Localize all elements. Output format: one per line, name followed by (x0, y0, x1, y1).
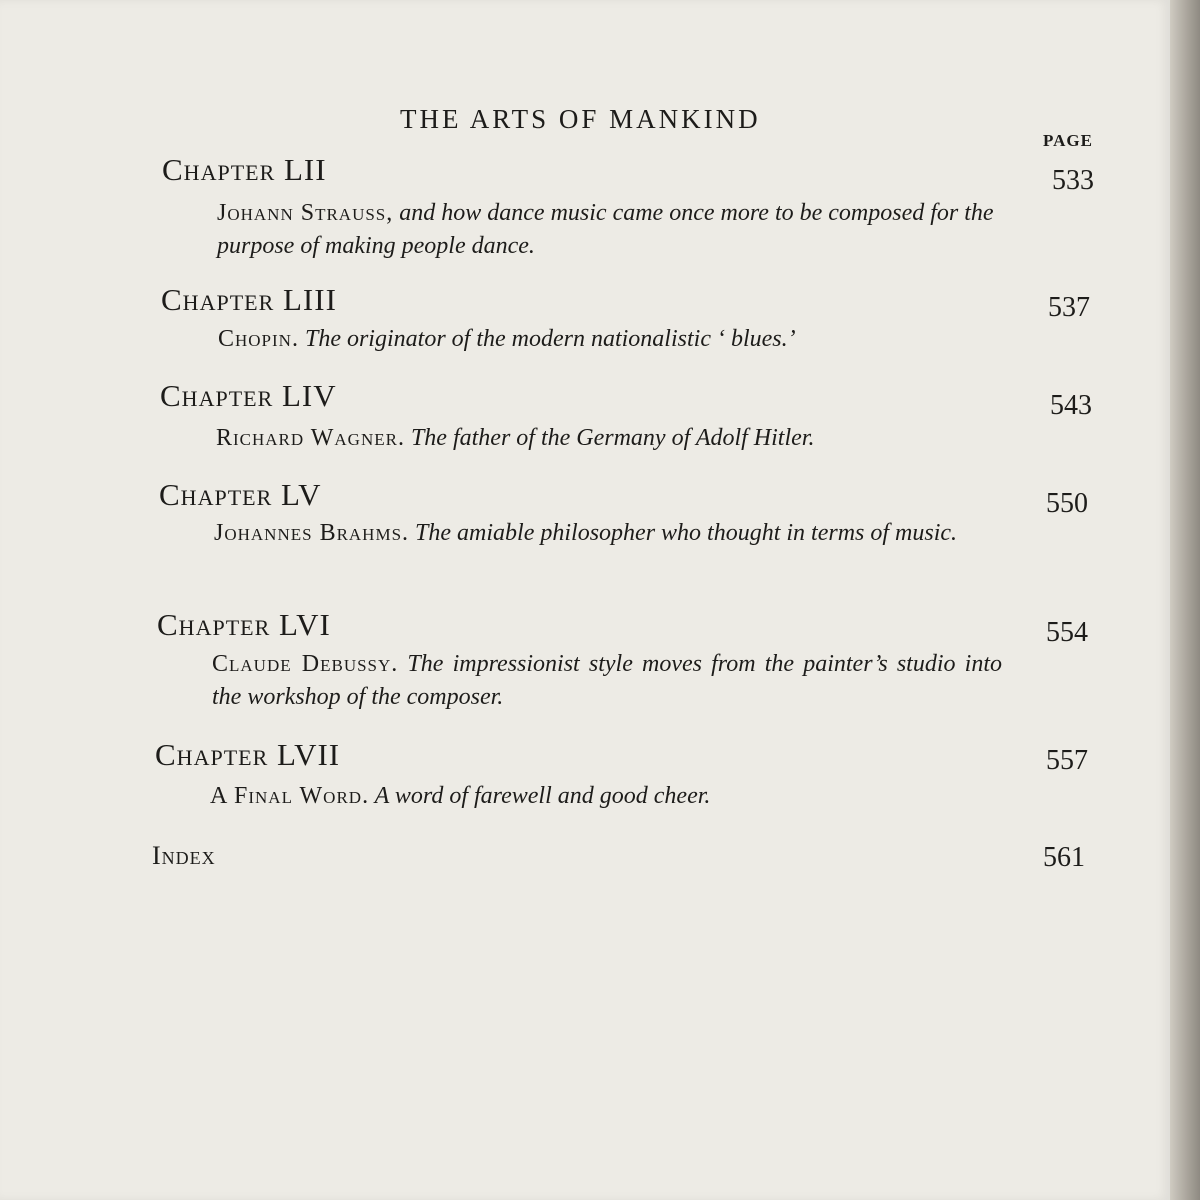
chapter-page-number: 537 (1048, 292, 1090, 323)
chapter-heading: Chapter LV (159, 477, 322, 512)
index-page-number: 561 (1043, 842, 1085, 873)
chapter-summary: The father of the Germany of Adolf Hitler. (404, 425, 815, 451)
book-edge (1170, 0, 1200, 1200)
chapter-subject: Chopin. (218, 326, 299, 352)
chapter-summary: The impressionist style moves from the painter’s studio into the workshop of the composer. (212, 651, 1002, 710)
chapter-subject: A Final Word. (210, 783, 370, 809)
chapter-page-number: 533 (1052, 165, 1094, 196)
chapter-summary: A word of farewell and good cheer. (369, 783, 711, 809)
index-heading: Index (152, 841, 216, 870)
chapter-page-number: 557 (1046, 745, 1088, 776)
running-head: THE ARTS OF MANKIND (400, 104, 761, 134)
chapter-subject: Johannes Brahms. (214, 520, 410, 546)
page-column-label: PAGE (1043, 131, 1093, 150)
chapter-page-number: 554 (1046, 617, 1088, 648)
chapter-summary: and how dance music came once more to be composed for the purpose of making people dance. (217, 200, 994, 259)
chapter-subject: Richard Wagner. (216, 425, 405, 451)
chapter-heading: Chapter LVII (155, 737, 341, 772)
show-through-text (880, 150, 886, 177)
chapter-heading: Chapter LII (162, 152, 327, 187)
chapter-heading: Chapter LVI (157, 607, 331, 642)
chapter-page-number: 550 (1046, 488, 1088, 519)
chapter-page-number: 543 (1050, 390, 1092, 421)
chapter-description (210, 780, 1000, 813)
chapter-subject: Claude Debussy. (212, 651, 399, 677)
chapter-subject: Johann Strauss, (217, 200, 394, 226)
chapter-summary: The originator of the modern nationalistic ‘ blues.’ (298, 326, 796, 352)
chapter-description (214, 517, 1004, 550)
chapter-summary: The amiable philosopher who thought in terms of music. (409, 520, 958, 546)
chapter-description (217, 197, 1007, 263)
chapter-description (218, 323, 1008, 356)
chapter-heading: Chapter LIV (160, 378, 337, 413)
chapter-description (216, 422, 1006, 455)
chapter-heading: Chapter LIII (161, 282, 337, 317)
chapter-description (212, 648, 1002, 714)
